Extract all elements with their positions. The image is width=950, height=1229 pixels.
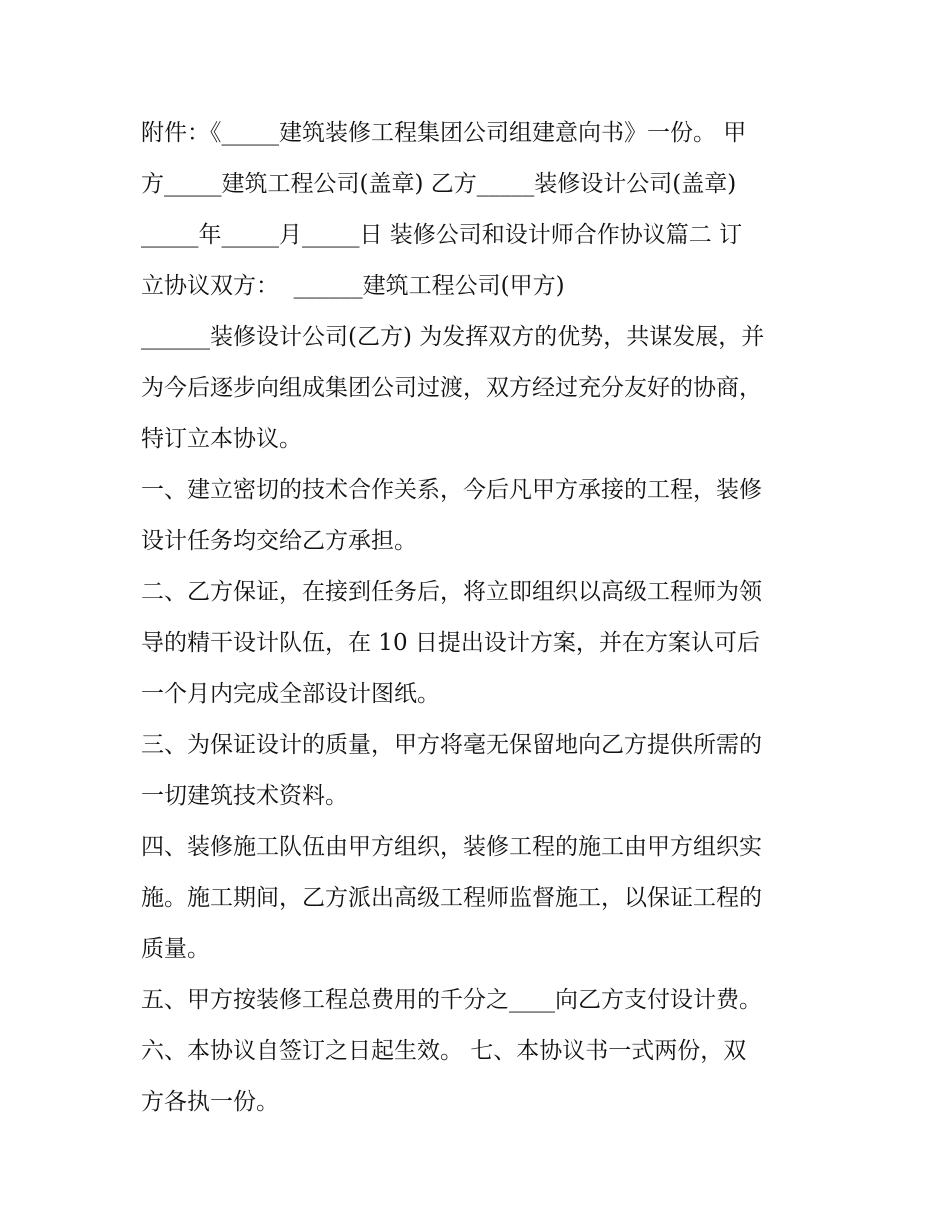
text-line: _____年_____月_____日 装修公司和设计师合作协议篇二 订 — [141, 222, 743, 248]
text-line: 一、建立密切的技术合作关系，今后凡甲方承接的工程，装修 — [141, 477, 762, 503]
text-line: 附件：《_____建筑装修工程集团公司组建意向书》一份。 甲 — [141, 120, 747, 146]
text-line: ______装修设计公司(乙方) 为发挥双方的优势，共谋发展，并 — [141, 324, 765, 350]
text-line: 六、本协议自签订之日起生效。 七、本协议书一式两份，双 — [141, 1038, 747, 1064]
text-line: 施。施工期间，乙方派出高级工程师监督施工，以保证工程的 — [141, 885, 762, 911]
text-line: 导的精干设计队伍，在 10 日提出设计方案，并在方案认可后 — [141, 630, 760, 656]
text-line: 方各执一份。 — [141, 1089, 279, 1115]
document-body — [141, 108, 821, 1128]
text-line: 四、装修施工队伍由甲方组织，装修工程的施工由甲方组织实 — [141, 834, 762, 860]
text-line: 一切建筑技术资料。 — [141, 783, 348, 809]
text-line: 五、甲方按装修工程总费用的千分之____向乙方支付设计费。 — [141, 987, 762, 1013]
text-line: 一个月内完成全部设计图纸。 — [141, 681, 440, 707]
text-line: 三、为保证设计的质量，甲方将毫无保留地向乙方提供所需的 — [141, 732, 762, 758]
text-line: 为今后逐步向组成集团公司过渡，双方经过充分友好的协商， — [141, 375, 762, 401]
text-line: 特订立本协议。 — [141, 426, 302, 452]
text-line: 设计任务均交给乙方承担。 — [141, 528, 417, 554]
text-line: 二、乙方保证，在接到任务后，将立即组织以高级工程师为领 — [141, 579, 762, 605]
text-line: 立协议双方： ______建筑工程公司(甲方) — [141, 273, 565, 299]
text-line: 方_____建筑工程公司(盖章) 乙方_____装修设计公司(盖章) — [141, 171, 737, 197]
text-line: 质量。 — [141, 936, 210, 962]
